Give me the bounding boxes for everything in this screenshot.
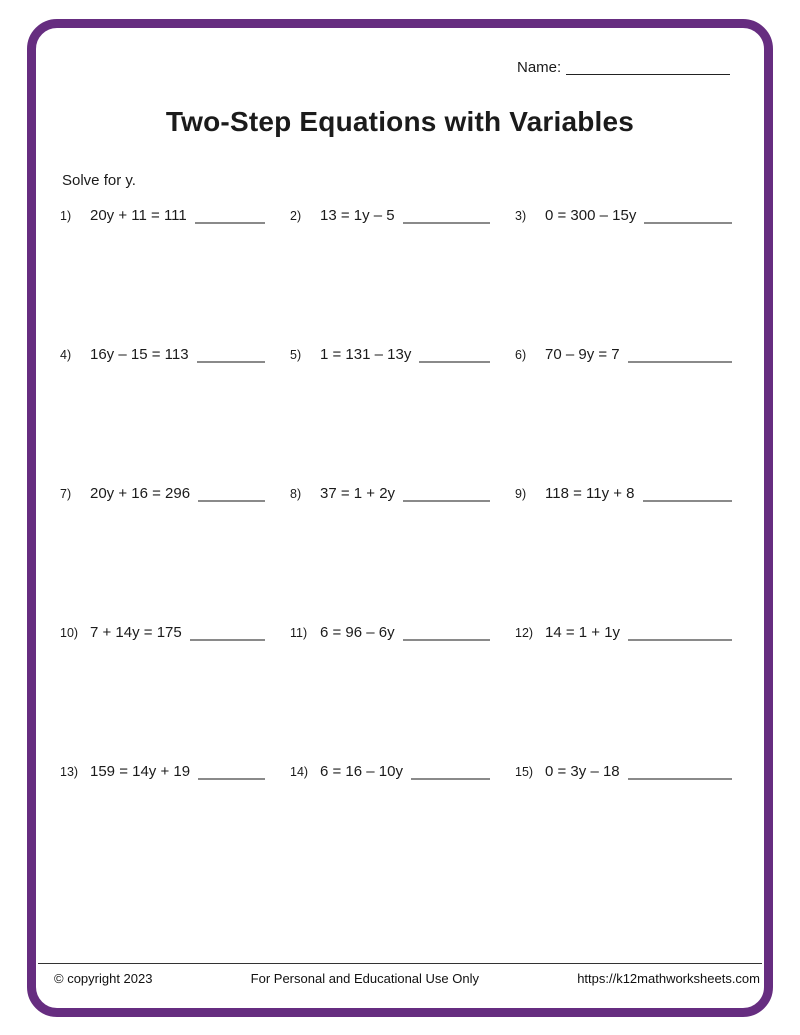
problem-item [60, 624, 265, 763]
problem-equation: 7 + 14y = 175 [90, 624, 182, 641]
problem-number: 14) [290, 765, 309, 779]
answer-blank-line[interactable] [195, 222, 265, 224]
problem-number: 3) [515, 209, 527, 223]
footer-divider [38, 963, 762, 964]
footer-url: https://k12mathworksheets.com [577, 971, 760, 986]
answer-blank-line[interactable] [403, 639, 490, 641]
problem-number: 8) [290, 487, 302, 501]
problem-number: 10) [60, 626, 79, 640]
problem-number: 12) [515, 626, 534, 640]
footer-usage-text: For Personal and Educational Use Only [250, 971, 480, 986]
answer-blank-line[interactable] [411, 778, 490, 780]
problem-item [290, 624, 490, 763]
problem-number: 5) [290, 348, 302, 362]
problem-item [515, 207, 732, 346]
problem-number: 2) [290, 209, 302, 223]
problem-equation: 20y + 11 = 111 [90, 207, 187, 224]
answer-blank-line[interactable] [419, 361, 490, 363]
answer-blank-line[interactable] [628, 778, 732, 780]
problem-number: 9) [515, 487, 527, 501]
problem-number: 4) [60, 348, 72, 362]
answer-blank-line[interactable] [643, 500, 732, 502]
answer-blank-line[interactable] [628, 639, 732, 641]
problem-equation: 1 = 131 – 13y [320, 346, 412, 363]
answer-blank-line[interactable] [198, 500, 265, 502]
problem-equation: 37 = 1 + 2y [320, 485, 396, 502]
problem-item [515, 346, 732, 485]
answer-blank-line[interactable] [644, 222, 732, 224]
problem-number: 6) [515, 348, 527, 362]
problem-item [515, 485, 732, 624]
problems-grid [60, 207, 732, 902]
problem-equation: 118 = 11y + 8 [545, 485, 635, 502]
name-label: Name: [517, 59, 562, 76]
answer-blank-line[interactable] [403, 500, 490, 502]
problem-number: 7) [60, 487, 72, 501]
problem-equation: 20y + 16 = 296 [90, 485, 191, 502]
problem-item [290, 763, 490, 902]
name-field-row [517, 59, 730, 76]
problem-item [290, 207, 490, 346]
problem-number: 15) [515, 765, 534, 779]
answer-blank-line[interactable] [628, 361, 732, 363]
answer-blank-line[interactable] [198, 778, 265, 780]
problem-equation: 70 – 9y = 7 [545, 346, 620, 363]
problem-number: 13) [60, 765, 79, 779]
answer-blank-line[interactable] [190, 639, 265, 641]
problem-equation: 13 = 1y – 5 [320, 207, 395, 224]
problem-equation: 0 = 300 – 15y [545, 207, 637, 224]
page-title: Two-Step Equations with Variables [165, 106, 635, 137]
problem-item [60, 485, 265, 624]
problem-number: 1) [60, 209, 72, 223]
problem-number: 11) [290, 626, 308, 640]
answer-blank-line[interactable] [197, 361, 265, 363]
answer-blank-line[interactable] [403, 222, 490, 224]
problem-equation: 6 = 96 – 6y [320, 624, 395, 641]
name-blank-line[interactable] [566, 74, 730, 75]
footer-copyright: © copyright 2023 [54, 971, 153, 986]
problem-equation: 14 = 1 + 1y [545, 624, 621, 641]
problem-item [60, 207, 265, 346]
problem-equation: 159 = 14y + 19 [90, 763, 191, 780]
instruction-text: Solve for y. [62, 172, 136, 189]
problem-equation: 0 = 3y – 18 [545, 763, 620, 780]
problem-item [290, 346, 490, 485]
problem-item [290, 485, 490, 624]
problem-item [60, 763, 265, 902]
problem-item [60, 346, 265, 485]
problem-item [515, 763, 732, 902]
problem-item [515, 624, 732, 763]
problem-equation: 6 = 16 – 10y [320, 763, 403, 780]
problem-equation: 16y – 15 = 113 [90, 346, 189, 363]
footer [38, 971, 762, 986]
